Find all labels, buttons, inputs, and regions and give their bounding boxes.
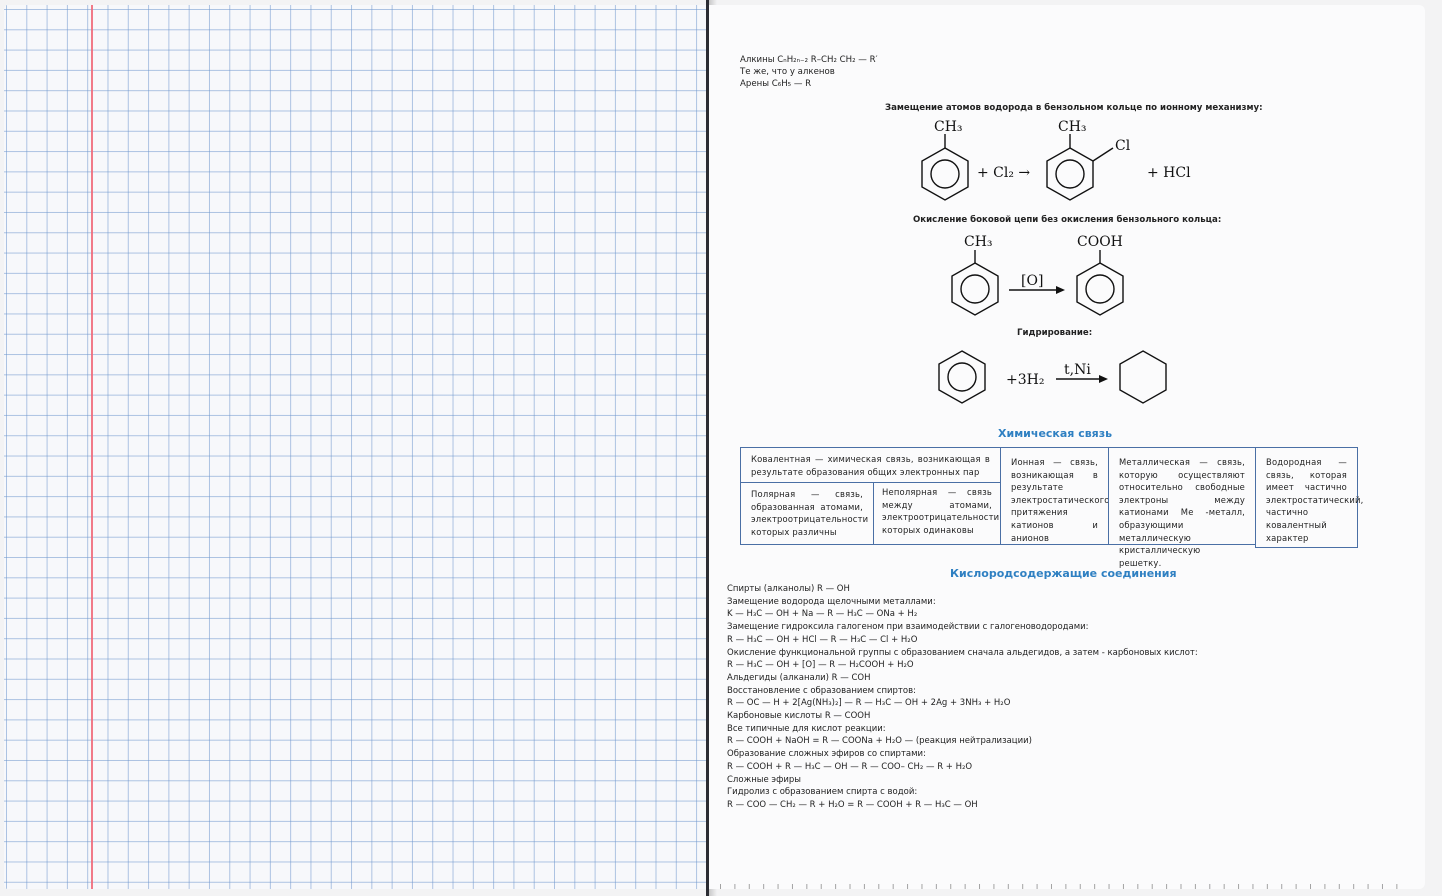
substitution-reaction	[915, 114, 1195, 208]
ruler-ticks	[720, 884, 1410, 889]
hydrogen-cell: Водородная — связь, которая имеет частично электростатический, частично ковалентный характер	[1255, 447, 1358, 548]
oxygen-line: R — COO — CH₂ — R + H₂O = R — COOH + R — H₃C — OH	[727, 799, 978, 810]
oxygen-lines	[727, 583, 1198, 812]
reactant-group: CH₃	[934, 119, 963, 135]
arenes-note: Арены C₆H₅ — R	[740, 79, 812, 89]
nonpolar-cell: Неполярная — связь между атомами, электроотрицательности которых одинаковы	[873, 482, 1001, 545]
oxygen-line: Образование сложных эфиров со спиртами:	[727, 749, 926, 760]
hydrogenation-reaction	[932, 346, 1172, 414]
product-sub: Cl	[1115, 138, 1131, 154]
oxygen-line: R — OC — H + 2[Ag(NH₃)₂] — R — H₃C — OH + 2Ag + 3NH₃ + H₂O	[727, 698, 1011, 709]
oxidation-reaction	[945, 233, 1155, 327]
oxygen-line: Альдегиды (алканали) R — COH	[727, 672, 871, 683]
product-group: CH₃	[1058, 119, 1087, 135]
product-group: COOH	[1077, 234, 1123, 250]
oxygen-line: Восстановление с образованием спиртов:	[727, 685, 916, 696]
benzene-ring	[922, 134, 968, 200]
grid-page	[4, 5, 706, 889]
covalent-cell: Ковалентная — химическая связь, возникающая в результате образования общих электронных пар	[740, 447, 1001, 483]
substitution-heading: Замещение атомов водорода в бензольном кольце по ионному механизму:	[885, 103, 1263, 113]
polar-cell: Полярная — связь, образованная атомами, электроотрицательности которых различны	[740, 482, 874, 545]
margin-line	[91, 5, 93, 889]
hydrogenation-heading: Гидрирование:	[1017, 328, 1093, 338]
oxygen-line: Спирты (алканолы) R — OH	[727, 584, 850, 594]
oxygen-line: R — H₃C — OH + [O] — R — H₂COOH + H₂O	[727, 660, 914, 671]
oxygen-line: Замещение водорода щелочными металлами:	[727, 596, 936, 607]
oxygen-line: R — H₃C — OH + HCl — R — H₃C — Cl + H₂O	[727, 634, 918, 645]
oxygen-line: Сложные эфиры	[727, 774, 801, 785]
oxygen-line: Замещение гидроксила галогеном при взаимодействии с галогеноводородами:	[727, 622, 1089, 633]
hydrogenation-reagent: +3H₂	[1006, 372, 1045, 388]
benzene-ring	[1047, 134, 1113, 200]
reagent: + Cl₂ →	[977, 165, 1031, 181]
oxygen-line: K — H₃C — OH + Na — R — H₃C — ONa + H₂	[727, 609, 918, 620]
same-as-alkenes-note: Те же, что у алкенов	[740, 67, 835, 77]
oxygen-line: R — COOH + R — H₃C — OH — R — COO– CH₂ — R + H₂O	[727, 761, 973, 772]
oxygen-line: Карбоновые кислоты R — COOH	[727, 711, 871, 722]
oxidation-condition: [O]	[1021, 273, 1044, 289]
oxidation-heading: Окисление боковой цепи без окисления бензольного кольца:	[913, 215, 1222, 225]
chem-bond-title: Химическая связь	[998, 427, 1113, 440]
metallic-cell: Металлическая — связь, которую осуществляют относительно свободные электроны между катионами Ме -металл, образующими металлическую кристаллическую решетку.	[1108, 447, 1256, 545]
oxygen-line: Гидролиз с образованием спирта с водой:	[727, 787, 918, 798]
alkynes-note: Алкины CₙH₂ₙ₋₂ R–CH₂ CH₂ — R′	[740, 55, 878, 65]
oxygen-title: Кислородсодержащие соединения	[950, 567, 1177, 580]
byproduct: + HCl	[1147, 165, 1191, 181]
oxygen-line: Все типичные для кислот реакции:	[727, 723, 886, 734]
hydrogenation-condition: t,Ni	[1064, 362, 1091, 378]
oxygen-line: Окисление функциональной группы с образованием сначала альдегидов, а затем - карбоновых кислот:	[727, 647, 1198, 658]
oxygen-line: R — COOH + NaOH = R — COONa + H₂O — (реакция нейтрализации)	[727, 736, 1032, 747]
reactant-group: CH₃	[964, 234, 993, 250]
ionic-cell: Ионная — связь, возникающая в результате электростатического притяжения катионов и анионов	[1000, 447, 1109, 545]
